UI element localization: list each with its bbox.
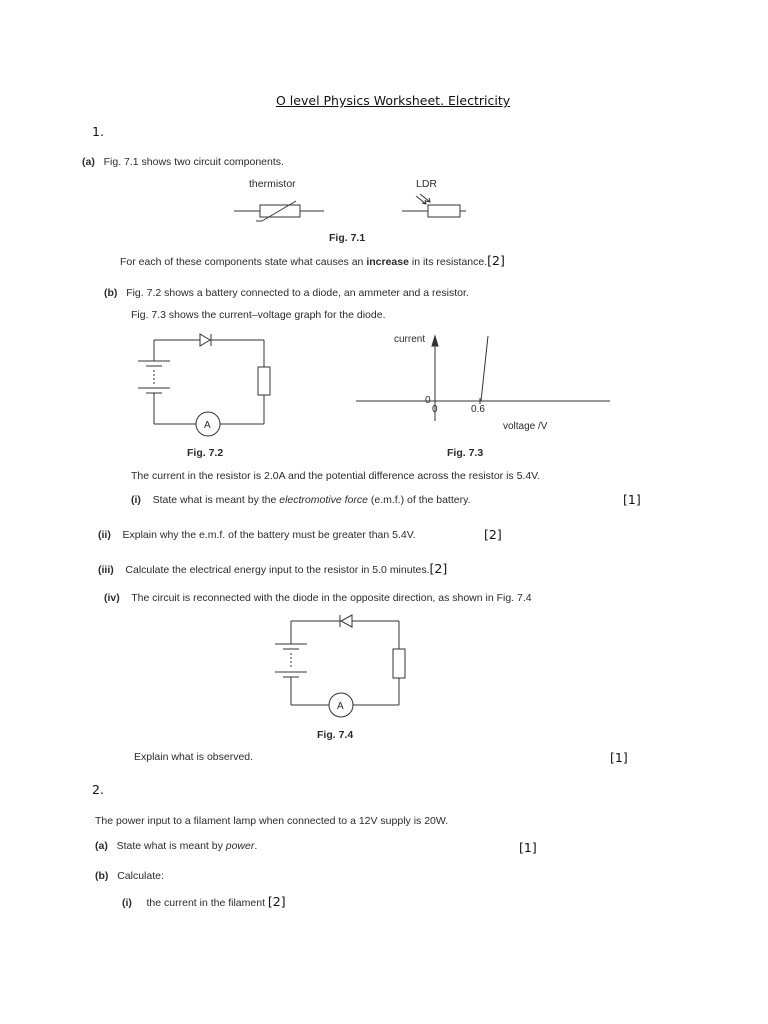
part-b-i: (i) State what is meant by the electromotive force (e.m.f.) of the battery. — [131, 494, 471, 506]
part-a-text: Fig. 7.1 shows two circuit components. — [103, 156, 284, 168]
ammeter-label-2: A — [337, 701, 344, 712]
question-number-2: 2. — [92, 782, 104, 797]
graph-y-label: current — [394, 334, 426, 345]
part-b-iv: (iv) The circuit is reconnected with the diode in the opposite direction, as shown in Fig. 7.4 — [104, 592, 532, 604]
q2-b-i-marks: [2] — [267, 894, 286, 909]
fig-7-3-caption: Fig. 7.3 — [447, 447, 484, 459]
part-b-ii: (ii) Explain why the e.m.f. of the battery must be greater than 5.4V. — [98, 529, 416, 541]
part-b-iii: (iii) Calculate the electrical energy input to the resistor in 5.0 minutes.[2] — [98, 561, 448, 576]
part-a-marks: [2] — [487, 253, 505, 268]
part-b-iii-marks: [2] — [429, 561, 448, 576]
part-b-observe: Explain what is observed. — [134, 751, 254, 763]
graph-x-label: voltage /V — [503, 421, 548, 432]
q2-b: (b) Calculate: — [95, 870, 164, 882]
q2-a-marks: [1] — [519, 840, 537, 855]
part-a-label: (a) — [82, 156, 95, 168]
part-b-line: (b) Fig. 7.2 shows a battery connected to a diode, an ammeter and a resistor. — [104, 287, 469, 299]
part-b-i-marks: [1] — [623, 492, 641, 507]
ammeter-label: A — [204, 420, 211, 431]
question-number-1: 1. — [92, 124, 104, 139]
q2-b-i: (i) the current in the filament [2] — [122, 894, 286, 909]
graph-x-tick-0-6: 0.6 — [471, 404, 485, 415]
graph-y-zero: 0 — [425, 395, 431, 406]
fig-7-4-caption: Fig. 7.4 — [317, 729, 354, 741]
q2-intro: The power input to a filament lamp when connected to a 12V supply is 20W. — [95, 815, 449, 827]
thermistor-label: thermistor — [249, 178, 296, 190]
part-b-label: (b) — [104, 287, 118, 299]
ldr-label: LDR — [416, 178, 438, 190]
part-b-ii-marks: [2] — [484, 527, 502, 542]
graph-x-zero: 0 — [432, 404, 438, 415]
part-b-info: The current in the resistor is 2.0A and the potential difference across the resistor is 5.4V. — [131, 470, 541, 482]
part-b-text2: Fig. 7.3 shows the current–voltage graph for the diode. — [131, 309, 386, 321]
part-a-prompt: For each of these components state what causes an increase in its resistance.[2] — [120, 253, 505, 268]
fig-7-2-caption: Fig. 7.2 — [187, 447, 224, 459]
fig-7-1-caption: Fig. 7.1 — [329, 232, 366, 244]
part-b-observe-marks: [1] — [610, 750, 628, 765]
page-title: O level Physics Worksheet. Electricity — [276, 93, 511, 108]
q2-a: (a) State what is meant by power. — [95, 840, 258, 852]
